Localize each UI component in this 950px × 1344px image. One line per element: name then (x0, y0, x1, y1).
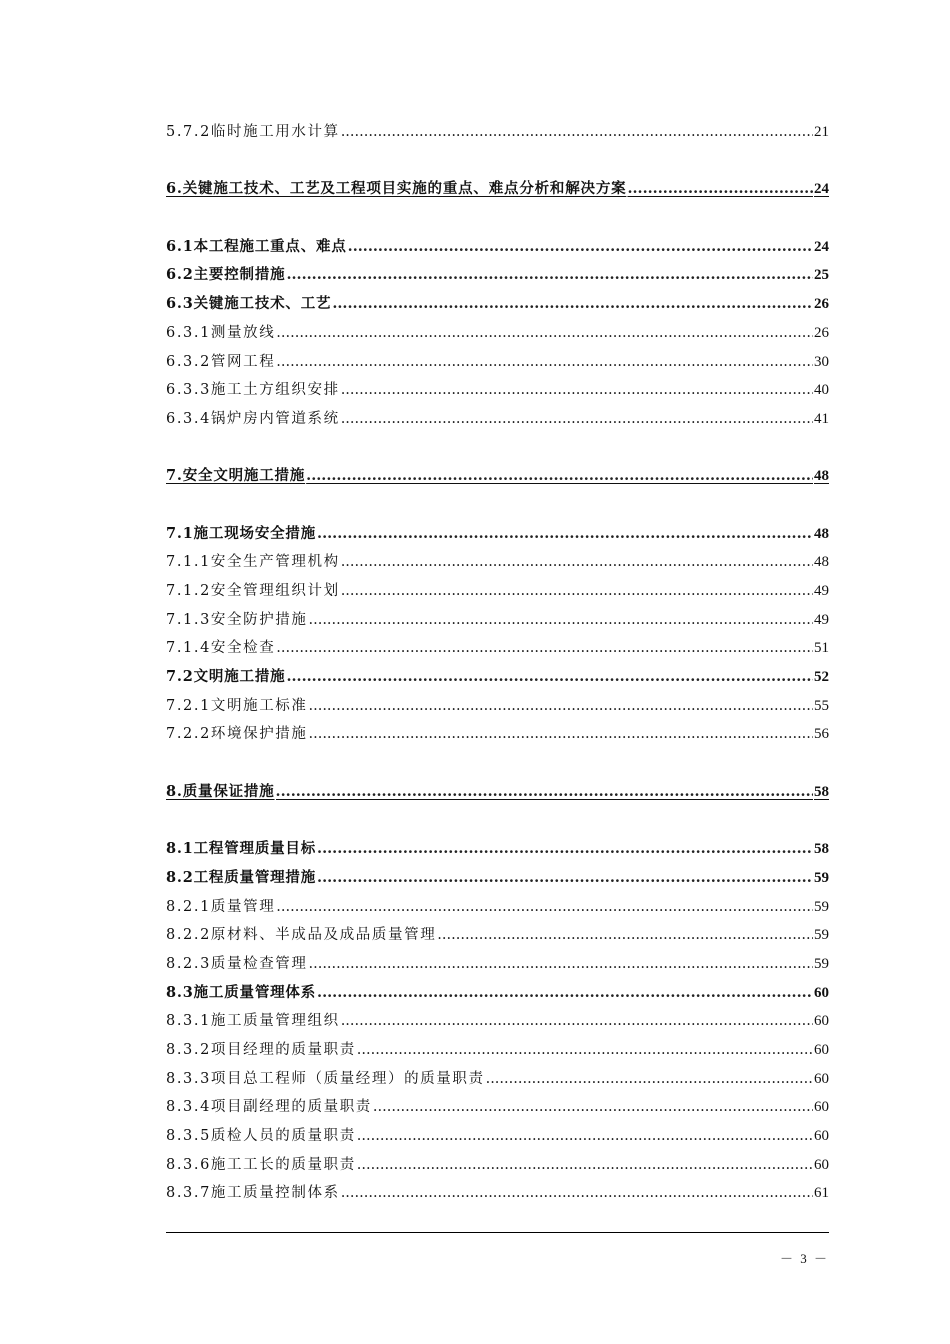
toc-entry[interactable] (166, 634, 829, 663)
toc-entry-page: 49 (814, 611, 829, 628)
toc-entry-page: 60 (814, 1013, 829, 1030)
leader-dots (341, 118, 813, 147)
toc-entry-page: 24 (814, 181, 829, 198)
toc-entry-page: 60 (814, 1099, 829, 1116)
leader-dots (357, 1151, 813, 1180)
toc-entry-title: 8.2.2原材料、半成品及成品质量管理 (166, 927, 437, 944)
toc-entry-title: 6.3.1测量放线 (166, 324, 276, 341)
toc-entry-title: 6.1本工程施工重点、难点 (166, 237, 347, 255)
leader-dots (309, 692, 814, 721)
toc-entry[interactable] (166, 462, 829, 491)
leader-dots (276, 893, 813, 922)
toc-entry-title: 8.2.3质量检查管理 (166, 955, 308, 972)
table-of-contents (166, 118, 829, 1208)
toc-entry-title: 6.3.4锅炉房内管道系统 (166, 410, 340, 427)
leader-dots (437, 921, 813, 950)
leader-dots (341, 376, 813, 405)
toc-entry-page: 48 (814, 468, 829, 485)
toc-entry-page: 58 (814, 783, 829, 800)
toc-entry-page: 48 (814, 525, 829, 542)
toc-entry-title: 7.安全文明施工措施 (166, 467, 306, 485)
toc-entry-title: 6.关键施工技术、工艺及工程项目实施的重点、难点分析和解决方案 (166, 180, 627, 198)
leader-dots (306, 462, 813, 491)
toc-entry-title: 8.3施工质量管理体系 (166, 983, 317, 1001)
toc-entry-page: 30 (814, 353, 829, 370)
toc-entry[interactable] (166, 1151, 829, 1180)
toc-entry-title: 7.1.2安全管理组织计划 (166, 583, 340, 599)
toc-entry-title: 8.2工程质量管理措施 (166, 868, 317, 886)
toc-entry[interactable] (166, 376, 829, 405)
toc-entry-title: 8.3.1施工质量管理组织 (166, 1013, 340, 1030)
toc-entry-page: 24 (814, 238, 829, 255)
toc-entry-page: 60 (814, 984, 829, 1001)
leader-dots (348, 233, 813, 262)
page-number: － 3 － (779, 1251, 829, 1266)
toc-entry-page: 60 (814, 1128, 829, 1145)
spacer (166, 491, 829, 520)
leader-dots (317, 835, 813, 864)
leader-dots (317, 979, 813, 1008)
toc-entry[interactable] (166, 118, 829, 147)
toc-entry-title: 8.3.5质检人员的质量职责 (166, 1128, 356, 1145)
toc-entry-page: 55 (814, 697, 829, 714)
leader-dots (317, 864, 813, 893)
toc-entry[interactable] (166, 548, 829, 577)
toc-entry-page: 59 (814, 898, 829, 915)
leader-dots (332, 290, 813, 319)
toc-entry-title: 7.2.1文明施工标准 (166, 697, 308, 714)
leader-dots (276, 778, 813, 807)
toc-entry[interactable] (166, 921, 829, 950)
leader-dots (309, 720, 814, 749)
toc-entry-title: 7.1施工现场安全措施 (166, 524, 317, 542)
toc-entry[interactable] (166, 175, 829, 204)
leader-dots (317, 520, 813, 549)
leader-dots (309, 606, 814, 635)
toc-entry-title: 8.3.3项目总工程师（质量经理）的质量职责 (166, 1070, 485, 1087)
toc-entry[interactable] (166, 1122, 829, 1151)
toc-entry-title: 8.2.1质量管理 (166, 898, 276, 915)
toc-entry-title: 8.3.6施工工长的质量职责 (166, 1156, 356, 1173)
toc-entry[interactable] (166, 1093, 829, 1122)
spacer (166, 807, 829, 836)
toc-entry-title: 6.3.3施工土方组织安排 (166, 382, 340, 399)
toc-entry[interactable] (166, 864, 829, 893)
toc-entry-page: 52 (814, 669, 829, 686)
toc-entry-title: 8.质量保证措施 (166, 782, 275, 800)
leader-dots (357, 1036, 813, 1065)
leader-dots (486, 1065, 813, 1094)
leader-dots (309, 950, 814, 979)
toc-entry[interactable] (166, 979, 829, 1008)
toc-entry[interactable] (166, 663, 829, 692)
toc-entry-page: 21 (814, 124, 829, 140)
toc-entry[interactable] (166, 233, 829, 262)
toc-entry-title: 8.3.7施工质量控制体系 (166, 1185, 340, 1202)
toc-entry-title: 7.2.2环境保护措施 (166, 726, 308, 743)
toc-entry[interactable] (166, 778, 829, 807)
toc-entry-page: 26 (814, 324, 829, 341)
toc-entry-page: 51 (814, 640, 829, 657)
toc-entry[interactable] (166, 1065, 829, 1094)
toc-entry-page: 59 (814, 927, 829, 944)
toc-entry[interactable] (166, 348, 829, 377)
leader-dots (341, 405, 813, 434)
leader-dots (276, 348, 813, 377)
toc-entry[interactable] (166, 405, 829, 434)
toc-entry[interactable] (166, 290, 829, 319)
toc-entry[interactable] (166, 1007, 829, 1036)
leader-dots (357, 1122, 813, 1151)
leader-dots (286, 261, 813, 290)
toc-entry-page: 48 (814, 554, 829, 571)
toc-entry[interactable] (166, 692, 829, 721)
spacer (166, 434, 829, 463)
toc-entry[interactable] (166, 720, 829, 749)
leader-dots (286, 663, 813, 692)
toc-entry-page: 26 (814, 296, 829, 313)
leader-dots (627, 175, 813, 204)
toc-entry[interactable] (166, 1036, 829, 1065)
toc-entry-title: 6.3.2管网工程 (166, 353, 276, 370)
footer-divider (166, 1232, 829, 1233)
leader-dots (373, 1093, 813, 1122)
toc-entry[interactable] (166, 520, 829, 549)
leader-dots (341, 1179, 813, 1208)
toc-entry-page: 60 (814, 1156, 829, 1173)
toc-entry-title: 5.7.2临时施工用水计算 (166, 124, 340, 140)
toc-entry[interactable] (166, 893, 829, 922)
toc-entry-page: 60 (814, 1042, 829, 1058)
toc-entry-page: 25 (814, 267, 829, 284)
toc-entry[interactable] (166, 577, 829, 606)
toc-entry-page: 41 (814, 410, 829, 427)
toc-entry-page: 61 (814, 1185, 829, 1202)
toc-entry[interactable] (166, 1179, 829, 1208)
leader-dots (341, 1007, 813, 1036)
spacer (166, 204, 829, 233)
leader-dots (276, 319, 813, 348)
toc-entry[interactable] (166, 261, 829, 290)
leader-dots (341, 548, 813, 577)
toc-entry-page: 56 (814, 726, 829, 743)
toc-entry[interactable] (166, 950, 829, 979)
toc-entry-page: 60 (814, 1070, 829, 1087)
toc-entry-page: 59 (814, 955, 829, 972)
spacer (166, 749, 829, 778)
toc-entry-title: 7.1.4安全检查 (166, 640, 276, 657)
toc-entry-title: 8.3.4项目副经理的质量职责 (166, 1099, 372, 1116)
toc-entry-title: 7.1.1安全生产管理机构 (166, 554, 340, 571)
toc-entry-page: 49 (814, 583, 829, 599)
toc-entry[interactable] (166, 319, 829, 348)
toc-entry[interactable] (166, 835, 829, 864)
toc-entry[interactable] (166, 606, 829, 635)
toc-entry-title: 8.3.2项目经理的质量职责 (166, 1042, 356, 1058)
toc-entry-page: 58 (814, 841, 829, 858)
leader-dots (341, 577, 813, 606)
toc-entry-title: 7.1.3安全防护措施 (166, 611, 308, 628)
toc-entry-title: 6.3关键施工技术、工艺 (166, 295, 332, 313)
toc-entry-title: 6.2主要控制措施 (166, 266, 286, 284)
toc-entry-page: 59 (814, 869, 829, 886)
toc-entry-page: 40 (814, 382, 829, 399)
toc-entry-title: 8.1工程管理质量目标 (166, 840, 317, 858)
toc-entry-title: 7.2文明施工措施 (166, 668, 286, 686)
spacer (166, 147, 829, 176)
leader-dots (276, 634, 813, 663)
